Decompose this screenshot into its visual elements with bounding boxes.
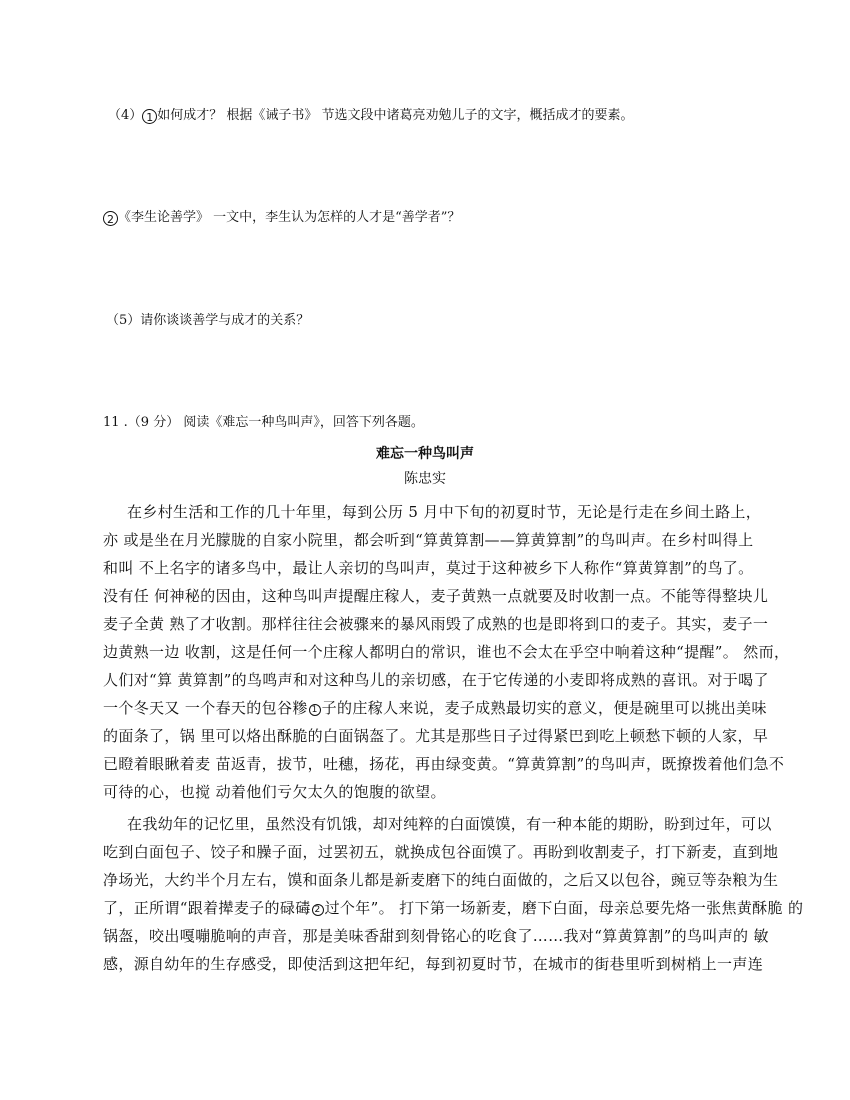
article-line: 麦子全黄 熟了才收割。那样往往会被骤来的暴风雨毁了成熟的也是即将到口的麦子。其实，麦子一	[103, 615, 769, 633]
article-author: 陈忠实	[404, 471, 446, 487]
question-4-part1	[108, 108, 634, 124]
article-line: 人们对“算 黄算割”的鸟鸣声和对这种鸟儿的亲切感，在于它传递的小麦即将成熟的喜讯。对于喝了	[103, 671, 769, 689]
question-11-text: 11 .（9 分） 阅读《难忘一种鸟叫声》，回答下列各题。	[103, 415, 424, 430]
article-line-segment: 子的庄稼人来说，麦子成熟最切实的意义，便是碗里可以挑出美味	[321, 699, 767, 717]
article-line-segment: 了，正所谓“跟着撵麦子的碌碡	[103, 899, 311, 917]
article-line	[103, 699, 767, 717]
question-4b-text: 《李生论善学》 一文中，李生认为怎样的人才是“善学者”？	[118, 210, 461, 225]
footnote-marker-1: 1	[309, 704, 321, 716]
article-line	[103, 899, 803, 917]
article-line: 在乡村生活和工作的几十年里，每到公历 5 月中下旬的初夏时节，无论是行走在乡间土路上，	[127, 503, 762, 521]
article-line-segment: 一个冬天又 一个春天的包谷糁	[103, 699, 308, 717]
article-line: 在我幼年的记忆里，虽然没有饥饿，却对纯粹的白面馍馍，有一种本能的期盼，盼到过年，可以	[127, 815, 772, 833]
question-4-text: 如何成才？ 根据《诫子书》 节选文段中诸葛亮劝勉儿子的文字，概括成才的要素。	[157, 108, 634, 123]
article-line: 锅盔，咬出嘎嘣脆响的声音，那是美味香甜到刻骨铭心的吃食了……我对“算黄算割”的鸟叫声的 敏	[103, 927, 769, 945]
article-line-segment: 过个年”。 打下第一场新麦，磨下白面，母亲总要先烙一张焦黄酥脆 的	[324, 899, 804, 917]
article-line: 和叫 不上名字的诸多鸟中，最让人亲切的鸟叫声，莫过于这种被乡下人称作“算黄算割”的鸟了。	[103, 559, 754, 577]
question-5-text: （5）请你谈谈善学与成才的关系？	[106, 313, 310, 328]
article-line: 没有任 何神秘的因由，这种鸟叫声提醒庄稼人，麦子黄熟一点就要及时收割一点。不能等得整块儿	[103, 587, 769, 605]
article-title: 难忘一种鸟叫声	[376, 446, 474, 462]
footnote-marker-2: 2	[312, 904, 324, 916]
article-line: 净场光，大约半个月左右，馍和面条儿都是新麦磨下的纯白面做的，之后又以包谷，豌豆等杂粮为生	[103, 871, 779, 889]
article-line: 亦 或是坐在月光朦胧的自家小院里，都会听到“算黄算割——算黄算割”的鸟叫声。在乡村叫得上	[103, 531, 754, 549]
article-line: 的面条了，锅 里可以烙出酥脆的白面锅盔了。尤其是那些日子过得紧巴到吃上顿愁下顿的人家，早	[103, 727, 769, 745]
article-line: 可待的心，也搅 动着他们亏欠太久的饱腹的欲望。	[103, 783, 446, 801]
circled-number-1: 1	[142, 109, 157, 124]
article-line: 已瞪着眼瞅着麦 苗返青，拔节，吐穗，扬花，再由绿变黄。“算黄算割”的鸟叫声，既撩拨着他们急不	[103, 755, 785, 773]
article-line: 边黄熟一边 收割，这是任何一个庄稼人都明白的常识，谁也不会太在乎空中响着这种“提醒”。 然而，	[103, 643, 790, 661]
question-5	[106, 313, 309, 329]
question-11	[103, 415, 424, 431]
article-line: 感，源自幼年的生存感受，即使活到这把年纪，每到初夏时节，在城市的街巷里听到树梢上一声连	[103, 955, 764, 973]
question-4-prefix: （4）	[108, 108, 143, 123]
question-4-part2	[103, 210, 460, 226]
circled-number-2: 2	[103, 211, 118, 226]
article-line: 吃到白面包子、饺子和臊子面，过罢初五，就换成包谷面馍了。再盼到收割麦子，打下新麦，直到地	[103, 843, 779, 861]
